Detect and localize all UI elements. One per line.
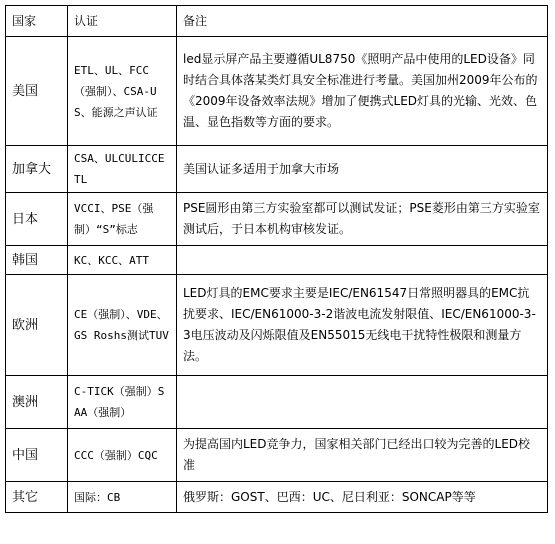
table-header-row — [6, 6, 548, 37]
certification-cell: 国际：CB — [68, 482, 177, 513]
country-cell: 美国 — [6, 37, 68, 146]
certification-cell: ETL、UL、FCC（强制）、CSA-US、能源之声认证 — [68, 37, 177, 146]
header-remarks: 备注 — [177, 6, 548, 37]
certification-cell: VCCI、PSE（强制）“S”标志 — [68, 193, 177, 246]
country-cell: 欧洲 — [6, 275, 68, 376]
remarks-cell: 美国认证多适用于加拿大市场 — [177, 146, 548, 193]
certification-cell: CCC（强制）CQC — [68, 429, 177, 482]
table-row — [6, 429, 548, 482]
remarks-cell: led显示屏产品主要遵循UL8750《照明产品中使用的LED设备》同时结合具体落某类灯具安全标准进行考量。美国加州2009年公布的《2009年设备效率法规》增加了便携式LED灯具的光输、光效、色温、显色指数等方面的要求。 — [177, 37, 548, 146]
certification-cell: CSA、ULCULICCETL — [68, 146, 177, 193]
remarks-cell — [177, 246, 548, 275]
remarks-cell: LED灯具的EMC要求主要是IEC/EN61547日常照明器具的EMC抗扰要求、IEC/EN61000-3-2谐波电流发射限值、IEC/EN61000-3-3电压波动及闪烁限值及EN55015无线电干扰特性极限和测量方法。 — [177, 275, 548, 376]
remarks-cell: 俄罗斯：GOST、巴西：UC、尼日利亚：SONCAP等等 — [177, 482, 548, 513]
table-row — [6, 246, 548, 275]
table-row — [6, 37, 548, 146]
header-certification: 认证 — [68, 6, 177, 37]
country-cell: 中国 — [6, 429, 68, 482]
country-cell: 加拿大 — [6, 146, 68, 193]
country-cell: 澳洲 — [6, 376, 68, 429]
table-row — [6, 146, 548, 193]
header-country: 国家 — [6, 6, 68, 37]
table-row — [6, 275, 548, 376]
table-row — [6, 193, 548, 246]
remarks-cell: PSE圆形由第三方实验室都可以测试发证；PSE菱形由第三方实验室测试后，于日本机构审核发证。 — [177, 193, 548, 246]
certification-cell: C-TICK（强制）SAA（强制） — [68, 376, 177, 429]
certification-cell: CE（强制）、VDE、GS Roshs测试TUV — [68, 275, 177, 376]
country-cell: 日本 — [6, 193, 68, 246]
country-cell: 其它 — [6, 482, 68, 513]
remarks-cell: 为提高国内LED竞争力，国家相关部门已经出口较为完善的LED校准 — [177, 429, 548, 482]
certification-cell: KC、KCC、ATT — [68, 246, 177, 275]
table-row — [6, 482, 548, 513]
remarks-cell — [177, 376, 548, 429]
table-row — [6, 376, 548, 429]
country-cell: 韩国 — [6, 246, 68, 275]
certification-table — [5, 5, 548, 513]
